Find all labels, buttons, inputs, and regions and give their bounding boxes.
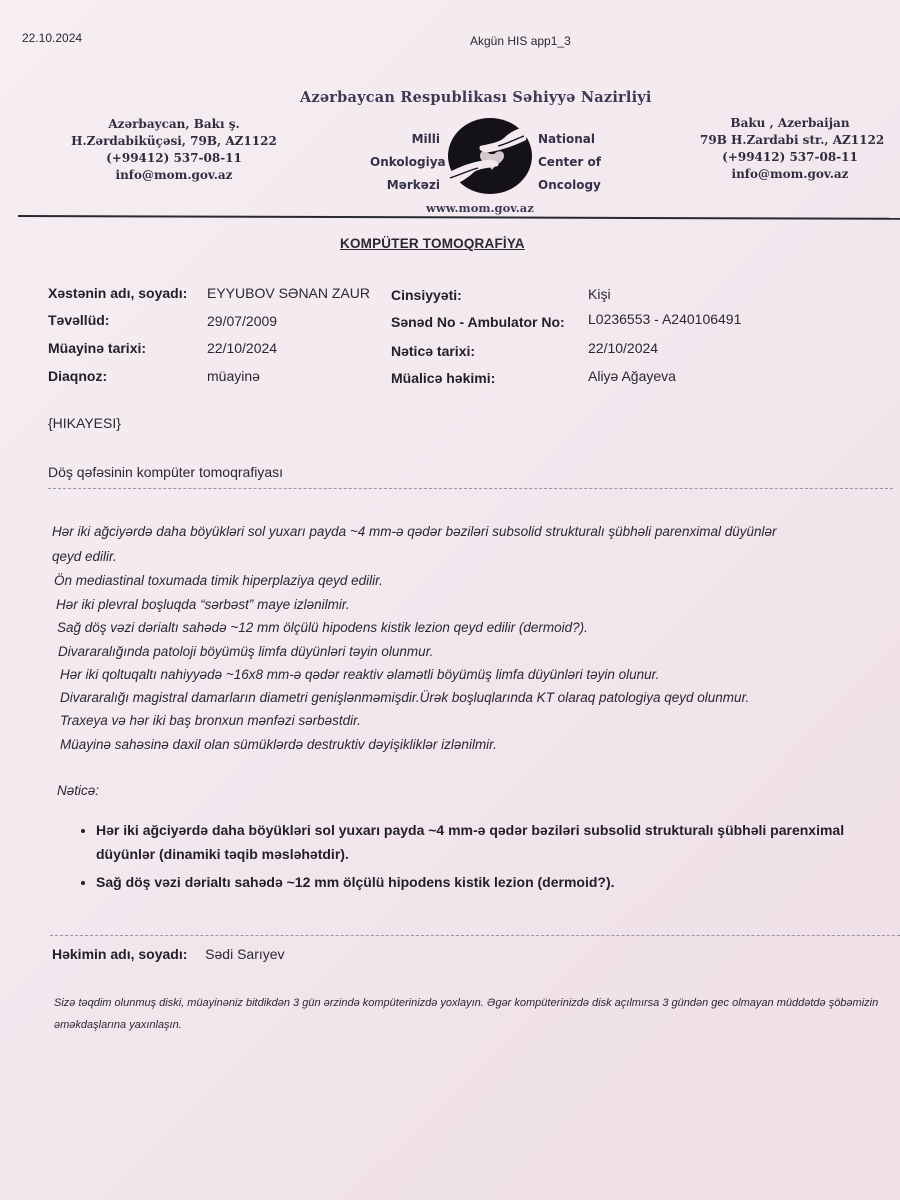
gender-value: Kişi: [588, 286, 611, 302]
study-name: Döş qəfəsinin kompüter tomoqrafiyası: [48, 464, 283, 480]
finding-line: Divararalığında patoloji böyümüş limfa düyünləri təyin olunmur.: [58, 644, 434, 659]
center-name-en: [538, 128, 628, 197]
document-title: KOMPÜTER TOMOQRAFİYA: [340, 236, 525, 251]
center-name-az: [370, 128, 446, 197]
finding-line: Müayinə sahəsinə daxil olan sümüklərdə destruktiv dəyişikliklər izlənilmir.: [60, 737, 497, 752]
address-en-line: 79B H.Zardabi str., AZ1122: [700, 133, 885, 147]
exam-date-value: 22/10/2024: [207, 340, 278, 356]
exam-date-label: Müayinə tarixi:: [48, 340, 147, 356]
center-name-az-line: Onkologiya: [370, 155, 446, 169]
address-az-line: (+99412) 537-08-11: [106, 151, 242, 165]
website: www.mom.gov.az: [426, 201, 534, 215]
address-en-line: info@mom.gov.az: [731, 167, 849, 181]
gender-label: Cinsiyyəti:: [391, 287, 462, 303]
address-en-line: (+99412) 537-08-11: [722, 150, 858, 164]
print-date: 22.10.2024: [22, 31, 83, 45]
conclusion-item: • Sağ döş vəzi dərialtı sahədə ~12 mm ölçülü hipodens kistik lezion (dermoid?).: [96, 870, 896, 894]
conclusion-item: • Hər iki ağciyərdə daha böyükləri sol yuxarı payda ~4 mm-ə qədər bəziləri subsolid strukturalı şübhəli parenximal düyünlər (dinamiki təqib məsləhətdir).: [96, 818, 896, 866]
app-name: Akgün HIS app1_3: [470, 34, 571, 48]
center-name-az-line: Mərkəzi: [386, 178, 440, 192]
signature-value: Sədi Sarıyev: [205, 946, 285, 962]
footer-note: Sizə təqdim olunmuş diski, müayinəniz bitdikdən 3 gün ərzində kompüterinizdə yoxlayın. Əgər kompüterinizdə disk açılmırsa 3 gündən gec olmayan müddətdə şöbəmizin əməkdaşlarına yaxınlaşın.: [54, 997, 879, 1031]
patient-name-label: Xəstənin adı, soyadı:: [48, 285, 188, 301]
document-number-value: L0236553 - A240106491: [588, 311, 742, 327]
center-name-az-line: Milli: [411, 132, 440, 146]
patient-name-value: EYYUBOV SƏNAN ZAUR: [207, 285, 371, 301]
finding-line: Ön mediastinal toxumada timik hiperplaziya qeyd edilir.: [54, 573, 383, 588]
finding-line: Sağ döş vəzi dərialtı sahədə ~12 mm ölçülü hipodens kistik lezion qeyd edilir (dermoid?).: [57, 620, 588, 635]
center-name-en-line: Oncology: [538, 178, 601, 192]
address-az-line: H.Zərdabiküçəsi, 79B, AZ1122: [71, 134, 277, 148]
signature-label: Həkimin adı, soyadı:: [52, 946, 188, 962]
finding-line: Traxeya və hər iki baş bronxun mənfəzi sərbəstdir.: [60, 713, 361, 728]
section-divider: [50, 935, 900, 936]
birth-value: 29/07/2009: [207, 313, 278, 329]
document-number-label: Sənəd No - Ambulator No:: [391, 314, 565, 330]
address-az-line: info@mom.gov.az: [115, 168, 233, 182]
finding-line: Divararalığı magistral damarların diametri genişlənməmişdir.Ürək boşluqlarında KT olaraq patologiya qeyd olunmur.: [60, 690, 750, 705]
diagnosis-value: müayinə: [207, 368, 260, 384]
header-divider: [18, 215, 900, 220]
finding-line: qeyd edilir.: [52, 549, 117, 564]
finding-line: Hər iki plevral boşluqda “sərbəst” maye izlənilmir.: [56, 597, 350, 612]
address-en-line: Baku , Azerbaijan: [730, 116, 850, 130]
address-en: [700, 115, 885, 183]
history-tag: {HIKAYESI}: [48, 415, 121, 431]
treating-doctor-label: Müalicə həkimi:: [391, 370, 496, 386]
section-divider: [48, 488, 893, 489]
finding-line: Hər iki ağciyərdə daha böyükləri sol yuxarı payda ~4 mm-ə qədər bəziləri subsolid strukturalı şübhəli parenximal düyünlər: [52, 524, 777, 539]
conclusion-label: Nəticə:: [57, 783, 100, 798]
birth-label: Təvəllüd:: [48, 312, 110, 328]
result-date-value: 22/10/2024: [588, 340, 659, 356]
hands-logo-icon: [440, 116, 534, 200]
address-az: [68, 116, 280, 184]
signature-row: [52, 946, 285, 962]
center-name-en-line: National: [538, 132, 595, 146]
diagnosis-label: Diaqnoz:: [48, 368, 108, 384]
ministry-title: Azərbaycan Respublikası Səhiyyə Nazirliyi: [300, 89, 652, 106]
address-az-line: Azərbaycan, Bakı ş.: [108, 117, 240, 131]
center-name-en-line: Center of: [538, 155, 601, 169]
treating-doctor-value: Aliyə Ağayeva: [588, 368, 676, 384]
conclusion-list: [78, 818, 896, 898]
finding-line: Hər iki qoltuqaltı nahiyyədə ~16x8 mm-ə qədər reaktiv əlamətli böyümüş limfa düyünləri təyin olunur.: [60, 667, 660, 682]
result-date-label: Nəticə tarixi:: [391, 343, 476, 359]
